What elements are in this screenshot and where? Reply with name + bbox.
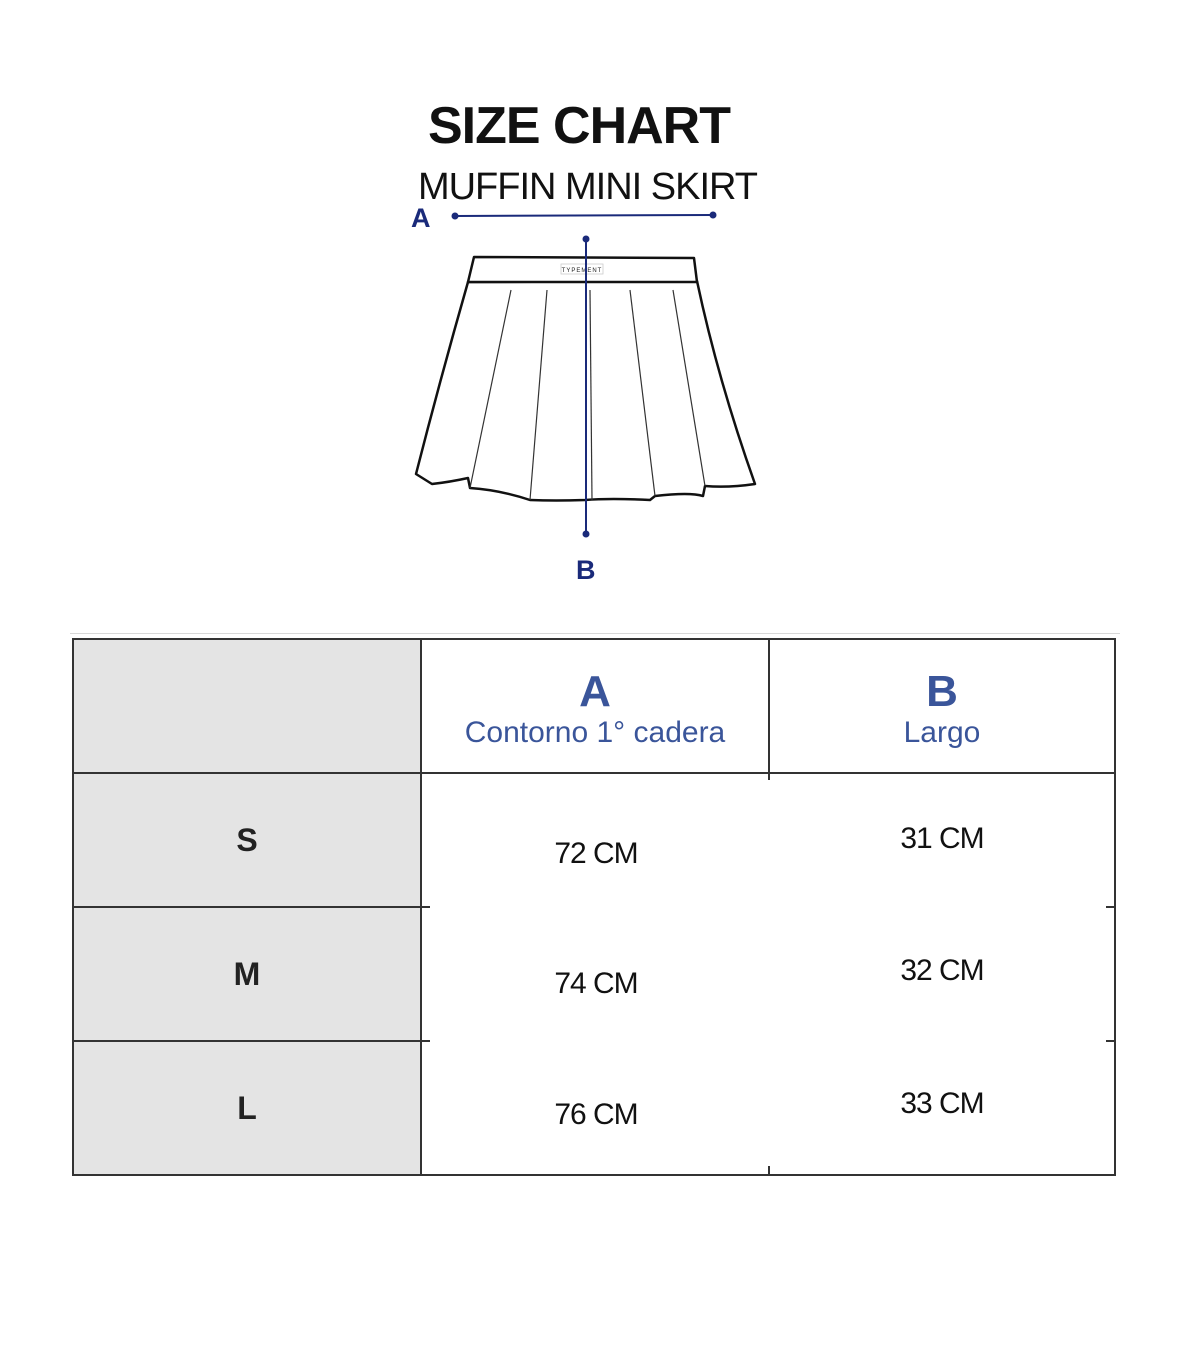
column-b-letter: B [926,667,958,716]
column-header-b [770,640,1114,774]
row-s-value-b: 31 CM [900,822,984,855]
measure-b-start-dot [583,236,590,243]
row-m-value-b: 32 CM [900,954,984,987]
column-divider-tick [768,772,770,780]
size-label-s: S [74,774,422,908]
page-title: SIZE CHART [428,97,730,155]
measure-a-end-dot [710,212,717,219]
measure-a-start-dot [452,213,459,220]
row-m-value-a: 74 CM [554,967,638,1000]
size-label-l: L [74,1042,422,1174]
row-s-value-a: 72 CM [554,837,638,870]
size-label-m: M [74,908,422,1042]
column-divider-tick [768,1166,770,1174]
row-l-value-b: 33 CM [900,1087,984,1120]
row-divider-tick [420,906,430,908]
measure-b-end-dot [583,531,590,538]
product-name: MUFFIN MINI SKIRT [417,166,758,208]
measure-b-label: B [576,555,596,585]
skirt-diagram [0,0,1200,600]
size-table [72,638,1116,1176]
table-corner-cell [74,640,422,774]
row-divider-tick [420,1040,430,1042]
measure-a-line [455,215,713,216]
column-a-letter: A [579,667,611,716]
column-header-a [422,640,770,774]
column-a-description: Contorno 1° cadera [464,716,726,749]
column-b-description: Largo [903,716,981,749]
row-divider-tick [1106,1040,1114,1042]
table-top-rule [70,633,1120,634]
row-l-value-a: 76 CM [554,1098,638,1131]
row-divider-tick [1106,906,1114,908]
brand-tag: TYPEMENT [561,268,603,274]
measure-a-label: A [411,203,431,233]
